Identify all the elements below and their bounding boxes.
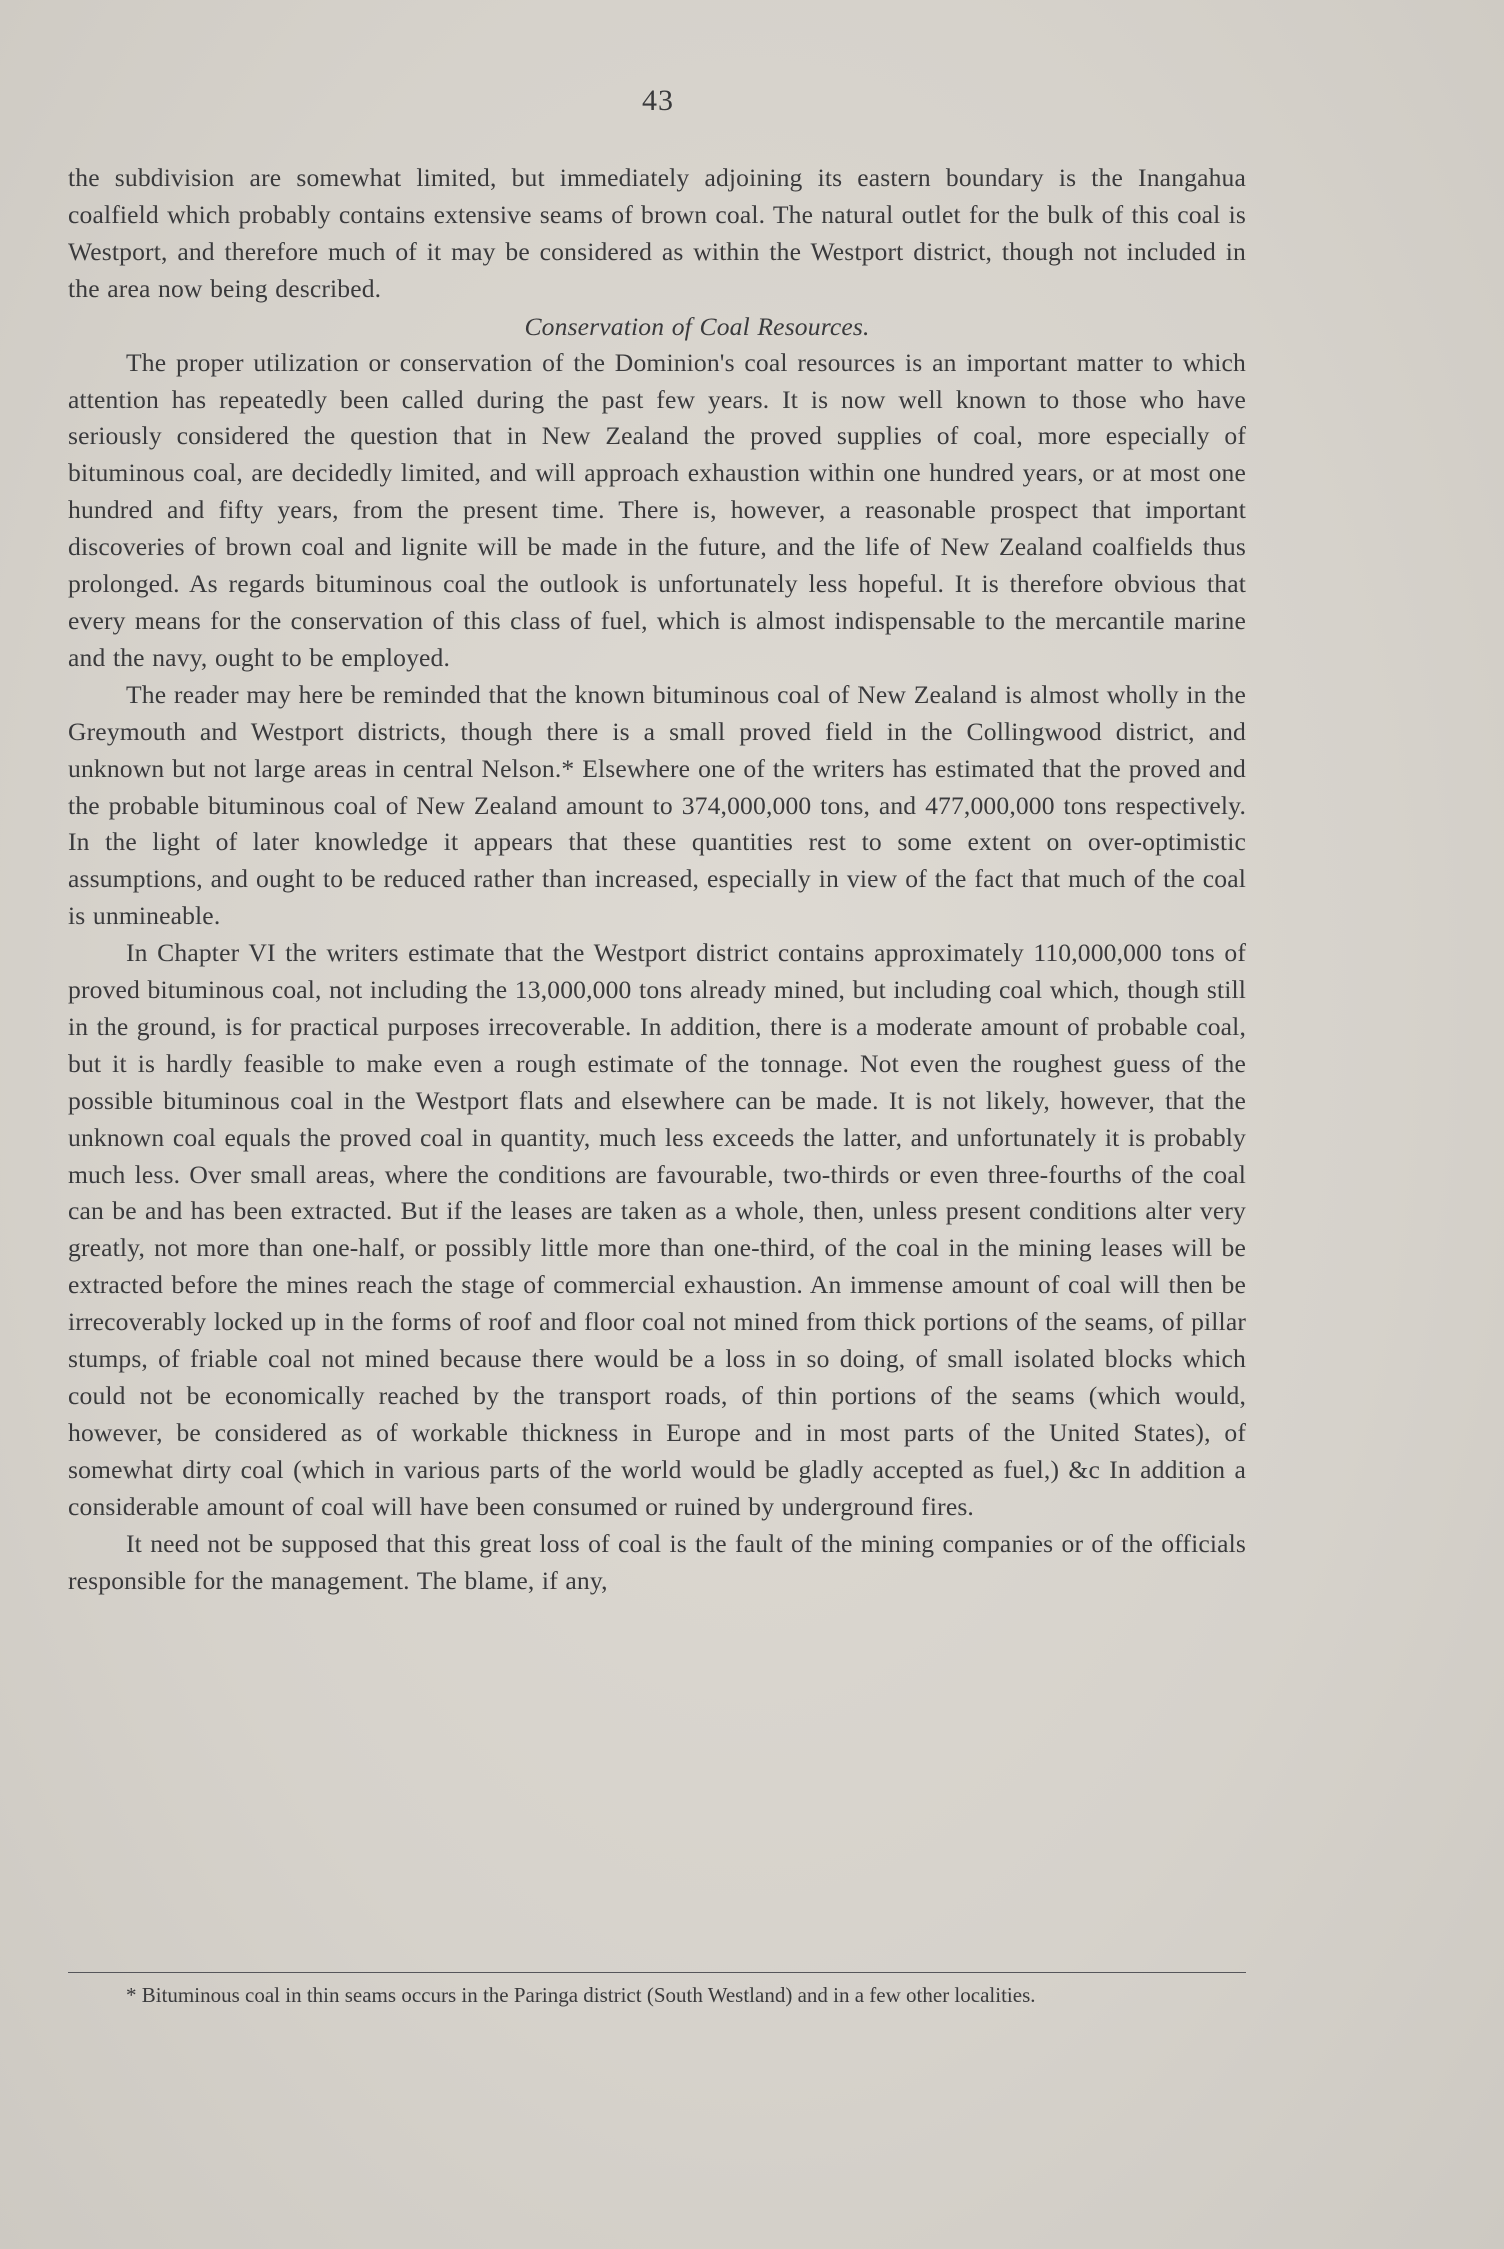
paragraph-loss: It need not be supposed that this great loss of coal is the fault of the mining companies or of the officials responsible for the management. The blame, if any, bbox=[68, 1528, 1246, 1595]
body-text bbox=[68, 160, 1246, 1599]
paragraph-conservation: The proper utilization or conservation of the Dominion's coal resources is an important matter to which attention has repeatedly been called during the past few years. It is now well known to those who have seriously considered the question that in New Zealand the proved supplies of coal, more especially of bituminous coal, are decidedly limited, and will approach exhaustion within one hundred years, or at most one hundred and fifty years, from the present time. There is, however, a reasonable prospect that important discoveries of brown coal and lignite will be made in the future, and the life of New Zealand coalfields thus prolonged. As regards bituminous coal the outlook is unfortunately less hopeful. It is therefore obvious that every means for the conservation of this class of fuel, which is almost indispensable to the mercantile marine and the navy, ought to be employed. bbox=[68, 347, 1246, 672]
intro-paragraph: the subdivision are somewhat limited, but immediately adjoining its eastern boundary is the Inangahua coalfield which probably contains extensive seams of brown coal. The natural outlet for the bulk of this coal is Westport, and therefore much of it may be considered as within the Westport district, though not included in the area now being described. bbox=[68, 163, 1246, 303]
page-number: 43 bbox=[642, 84, 674, 117]
footnote bbox=[68, 1981, 1246, 2009]
footnote-text: * Bituminous coal in thin seams occurs in the Paringa district (South Westland) and in a few other localities. bbox=[126, 1983, 1036, 2007]
paragraph-known-coal: The reader may here be reminded that the known bituminous coal of New Zealand is almost wholly in the Greymouth and Westport districts, though there is a small proved field in the Collingwood district, and unknown but not large areas in central Nelson.* Elsewhere one of the writers has estimated that the proved and the probable bituminous coal of New Zealand amount to 374,000,000 tons, and 477,000,000 tons respectively. In the light of later knowledge it appears that these quantities rest to some extent on over-optimistic assumptions, and ought to be reduced rather than increased, especially in view of the fact that much of the coal is unmineable. bbox=[68, 679, 1246, 931]
paragraph-westport-estimate: In Chapter VI the writers estimate that the Westport district contains approximately 110,000,000 tons of proved bituminous coal, not including the 13,000,000 tons already mined, but including coal which, though still in the ground, is for practical purposes irrecoverable. In addition, there is a moderate amount of probable coal, but it is hardly feasible to make even a rough estimate of the tonnage. Not even the roughest guess of the possible bituminous coal in the Westport flats and elsewhere can be made. It is not likely, however, that the unknown coal equals the proved coal in quantity, much less exceeds the latter, and unfortunately it is probably much less. Over small areas, where the conditions are favourable, two-thirds or even three-fourths of the coal can be and has been extracted. But if the leases are taken as a whole, then, unless present conditions alter very greatly, not more than one-half, or possibly little more than one-third, of the coal in the mining leases will be extracted before the mines reach the stage of commercial exhaustion. An immense amount of coal will then be irrecoverably locked up in the forms of roof and floor coal not mined from thick portions of the seams, of pillar stumps, of friable coal not mined because there would be a loss in so doing, of small isolated blocks which could not be economically reached by the transport roads, of thin portions of the seams (which would, however, be considered as of workable thickness in Europe and in most parts of the United States), of somewhat dirty coal (which in various parts of the world would be gladly accepted as fuel,) &c In addition a considerable amount of coal will have been consumed or ruined by underground fires. bbox=[68, 938, 1246, 1521]
footnote-divider bbox=[68, 1972, 1246, 1973]
section-heading: Conservation of Coal Resources. bbox=[524, 311, 870, 341]
